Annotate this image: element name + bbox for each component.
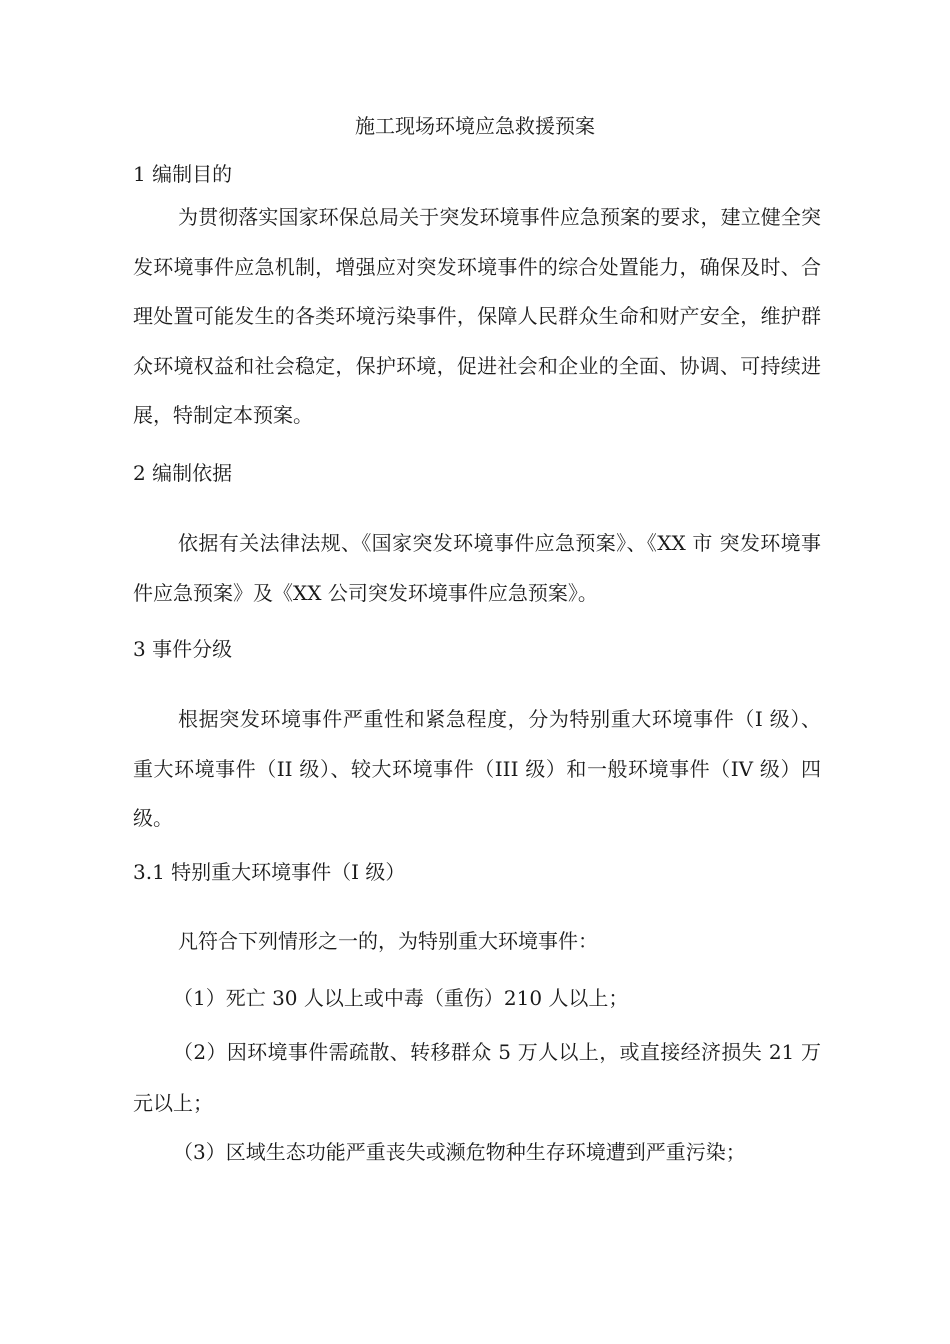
section-3-1-intro: 凡符合下列情形之一的，为特别重大环境事件： bbox=[178, 929, 598, 953]
section-heading-3: 3 事件分级 bbox=[133, 637, 233, 661]
list-item: （1）死亡 30 人以上或中毒（重伤）210 人以上； bbox=[173, 986, 629, 1010]
page-title: 施工现场环境应急救援预案 bbox=[355, 114, 595, 138]
section-1-paragraph: 为贯彻落实国家环保总局关于突发环境事件应急预案的要求，建立健全突发环境事件应急机制，增强应对突发环境事件的综合处置能力，确保及时、合理处置可能发生的各类环境污染事件，保障人民群众生命和财产安全，维护群众环境权益和社会稳定，保护环境，促进社会和企业的全面、协调、可持续进展，特制定本预案。 bbox=[133, 205, 821, 427]
section-2-paragraph: 依据有关法律法规、《国家突发环境事件应急预案》、《XX 市 突发环境事件应急预案》及《XX 公司突发环境事件应急预案》。 bbox=[133, 531, 821, 605]
section-heading-1: 1 编制目的 bbox=[133, 162, 233, 186]
section-heading-2: 2 编制依据 bbox=[133, 461, 233, 485]
section-3-paragraph: 根据突发环境事件严重性和紧急程度，分为特别重大环境事件（I 级）、重大环境事件（II 级）、较大环境事件（III 级）和一般环境事件（IV 级）四级。 bbox=[133, 707, 821, 830]
section-heading-3-1: 3.1 特别重大环境事件（I 级） bbox=[133, 860, 406, 884]
list-item: （2）因环境事件需疏散、转移群众 5 万人以上，或直接经济损失 21 万元以上； bbox=[133, 1040, 821, 1115]
list-item: （3）区域生态功能严重丧失或濒危物种生存环境遭到严重污染； bbox=[173, 1140, 746, 1164]
